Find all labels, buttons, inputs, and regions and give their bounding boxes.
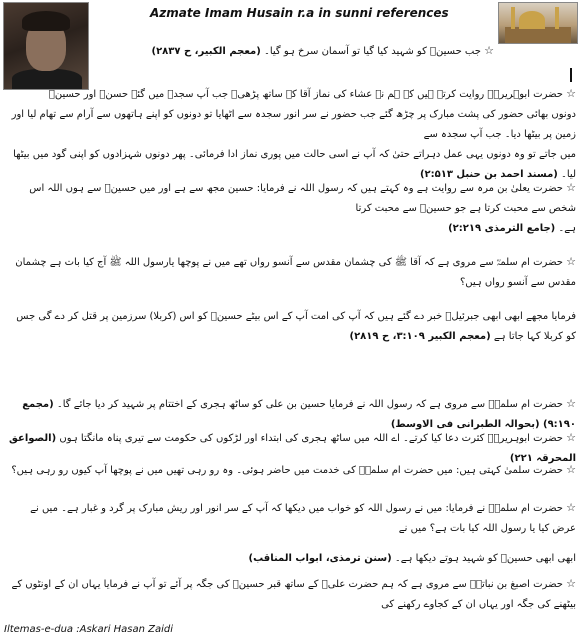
heading-text: جب حسینؓ کو شہید کیا گیا تو آسمان سرخ ہو گیا۔ xyxy=(263,46,481,57)
text-cursor xyxy=(570,68,572,82)
hadith-paragraph xyxy=(4,84,576,185)
page-title: Azmate Imam Husain r.a in sunni references xyxy=(150,6,449,20)
star-icon: ☆ xyxy=(566,577,576,590)
footer-credit: Iltemas-e-dua :Askari Hasan Zaidi xyxy=(4,624,174,635)
star-icon: ☆ xyxy=(566,181,576,194)
reference: (الصواعق المحرقہ ۲۲۱) xyxy=(9,433,576,464)
reference: (مسند احمد بن حنبل ۲:۵۱۳) xyxy=(419,169,558,180)
reference: (مجمع ۹:۱۹۰) (بحوالہ الطبرانی فی الاوسط) xyxy=(22,399,576,430)
section-heading xyxy=(114,44,494,57)
star-icon: ☆ xyxy=(484,44,494,57)
hadith-paragraph xyxy=(4,460,576,481)
paragraph-line: حضرت ام سلمہؓ سے مروی ہے کہ آقا ﷺ کی چشمان مقدس سے آنسو رواں تھے میں نے پوچھا یارسول اللہ ﷺ آج کیا بات ہے چشمان مقدس سے آنسو رواں ہیں؟ xyxy=(15,257,576,288)
paragraph-line: حضرت ام سلمہؓ سے مروی ہے کہ رسول اللہ نے فرمایا حسین بن علی کو ساٹھ ہجری کے اختتام پر شہید کر دیا جائے گا۔ xyxy=(56,399,563,410)
hadith-paragraph xyxy=(4,498,576,569)
paragraph-line: حضرت یعلیٰ بن مرہ سے روایت ہے وہ کہتے ہیں کہ رسول اللہ نے فرمایا: حسین مجھ سے ہے اور میں حسینؓ سے ہوں اللہ اس شخص سے محبت کرتا ہے جو حسینؓ سے محبت کرتا xyxy=(29,183,576,214)
star-icon: ☆ xyxy=(566,397,576,410)
author-photo xyxy=(3,2,89,90)
paragraph-line: ابھی ابھی حسینؓ کو شہید ہوتے دیکھا ہے۔ xyxy=(394,553,576,564)
shrine-photo xyxy=(498,2,578,44)
paragraph-line: حضرت سلمیٰ کہتی ہیں: میں حضرت ام سلمہؓ کی خدمت میں حاضر ہوئی۔ وہ رو رہی تھیں میں نے پوچھا آپ کیوں رو رہی ہیں؟ xyxy=(11,465,563,476)
paragraph-line: حضرت ام سلمہؓ نے فرمایا: میں نے رسول اللہ کو خواب میں دیکھا کہ آپ کے سر انور اور ریش مبارک پر گرد و غبار ہے۔ میں نے عرض کیا یا رسول اللہ کیا بات ہے؟ میں نے xyxy=(30,503,576,534)
hadith-paragraph xyxy=(4,574,576,615)
paragraph-line: میں جاتے تو وہ دونوں یہی عمل دہراتے حتیٰ کہ آپ نے اسی حالت میں پوری نماز ادا فرمائی۔ پھر دونوں شہزادوں کو اپنی گود میں بیٹھا لیا۔ xyxy=(13,149,576,180)
hadith-paragraph xyxy=(4,178,576,239)
star-icon: ☆ xyxy=(566,463,576,476)
reference: (جامع الترمذی ۲:۲۱۹) xyxy=(448,223,556,234)
paragraph-line: ہے۔ xyxy=(558,223,576,234)
heading-reference: (معجم الکبیر، ح ۲۸۳۷) xyxy=(151,46,261,57)
paragraph-line: حضرت ابوہریرہؓ کثرت دعا کیا کرتے۔ اے اللہ میں ساٹھ ہجری کی ابتداء اور لڑکوں کی حکومت سے تیری پناہ مانگتا ہوں xyxy=(59,433,563,444)
reference: (معجم الکبیر ۳:۱۰۹، ح ۲۸۱۹) xyxy=(349,331,491,342)
star-icon: ☆ xyxy=(566,255,576,268)
paragraph-line: حضرت اصبغ بن نباتہؓ سے مروی ہے کہ ہم حضرت علیؓ کے ساتھ قبر حسینؓ کی جگہ پر آئے تو آپ نے فرمایا یہاں ان کے اونٹوں کے بیٹھنے کی جگہ اور یہاں ان کے کجاوے رکھنے کی xyxy=(11,579,576,610)
paragraph-line: دونوں بھائی حضور کی پشت مبارک پر چڑھ گئے جب حضور نے سر انور سجدہ سے اٹھایا تو دونوں کو اپنے ہاتھوں سے آرام سے تھام لیا اور زمین پر بیٹھا دیا۔ جب آپ سجدہ سے xyxy=(11,109,576,140)
star-icon: ☆ xyxy=(566,501,576,514)
paragraph-line: فرمایا مجھے ابھی ابھی جبرئیلؑ خبر دے گئے ہیں کہ آپ کی امت آپ کے اس بیٹے حسینؓ کو اس (کربلا) سرزمین پر قتل کر دے گی جس کو کربلا کہا جاتا ہے xyxy=(16,311,576,342)
star-icon: ☆ xyxy=(566,87,576,100)
star-icon: ☆ xyxy=(566,431,576,444)
reference: (سنن ترمذی، ابواب المناقب) xyxy=(248,553,392,564)
hadith-paragraph xyxy=(4,252,576,347)
paragraph-line: حضرت ابوہریرہؓ روایت کرتے ہیں کہ ہم نے عشاء کی نماز آقا کے ساتھ پڑھی۔ جب آپ سجدہ میں گئے حسنؓ اور حسینؓ xyxy=(48,89,563,100)
